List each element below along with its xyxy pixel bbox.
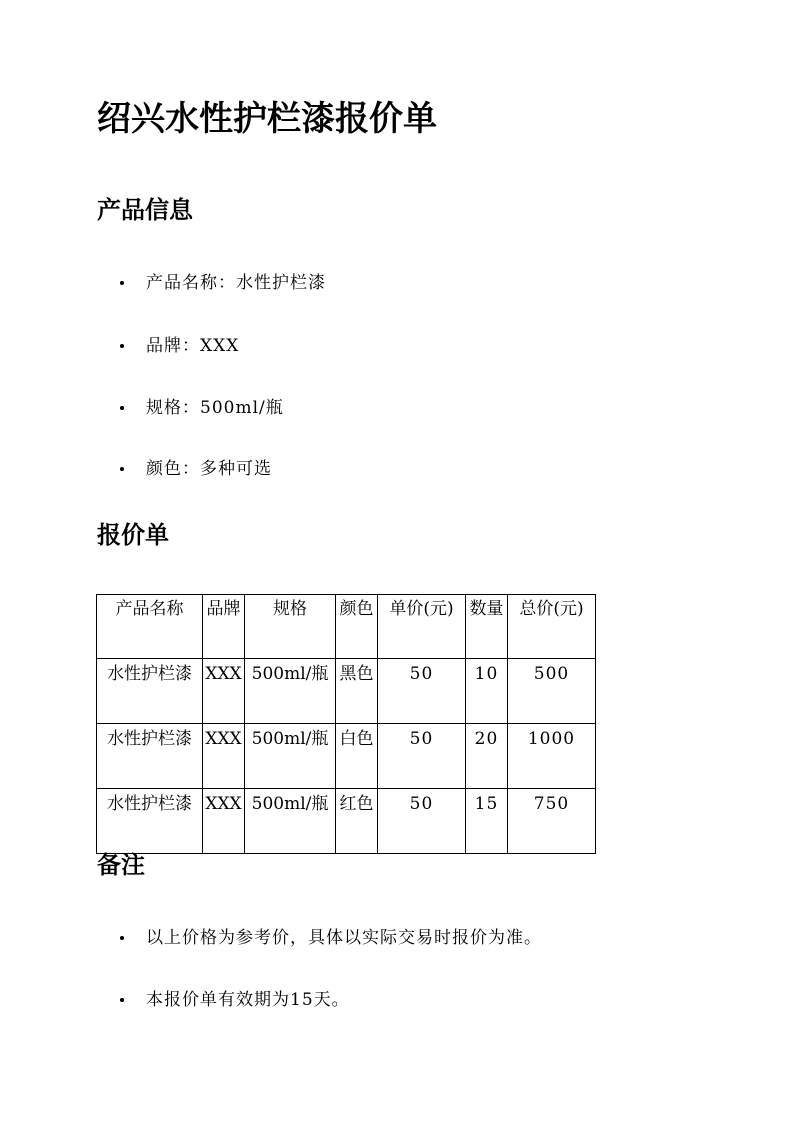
spec-text: 规格：500ml/瓶 [146, 398, 284, 418]
table-row [97, 724, 596, 789]
brand-cell: XXX [203, 789, 245, 854]
color-cell: 黑色 [336, 659, 378, 724]
unit-price-cell: 50 [378, 789, 466, 854]
column-header: 数量 [466, 595, 508, 659]
table-row [97, 659, 596, 724]
table-header-row [97, 595, 596, 659]
brand-cell: XXX [203, 724, 245, 789]
brand-cell: XXX [203, 659, 245, 724]
column-header: 规格 [245, 595, 336, 659]
quantity-cell: 15 [466, 789, 508, 854]
note-text: 以上价格为参考价，具体以实际交易时报价为准。 [146, 928, 542, 948]
color-text: 颜色：多种可选 [146, 459, 272, 479]
bullet-dot-icon [120, 344, 124, 348]
total-price-cell: 750 [508, 789, 596, 854]
bullet-dot-icon [120, 998, 124, 1002]
page-title: 绍兴水性护栏漆报价单 [97, 99, 437, 139]
column-header: 单价(元) [378, 595, 466, 659]
table-row [97, 789, 596, 854]
column-header: 颜色 [336, 595, 378, 659]
product-name-text: 产品名称：水性护栏漆 [146, 273, 326, 293]
product-name-cell: 水性护栏漆 [97, 659, 203, 724]
spec-cell: 500ml/瓶 [245, 789, 336, 854]
quantity-cell: 10 [466, 659, 508, 724]
total-price-cell: 500 [508, 659, 596, 724]
color-cell: 白色 [336, 724, 378, 789]
bullet-dot-icon [120, 467, 124, 471]
note-text: 本报价单有效期为15天。 [146, 990, 350, 1010]
product-info-heading: 产品信息 [97, 195, 193, 224]
total-price-cell: 1000 [508, 724, 596, 789]
brand-text: 品牌：XXX [146, 336, 240, 356]
product-name-cell: 水性护栏漆 [97, 724, 203, 789]
quote-table [96, 594, 596, 854]
spec-cell: 500ml/瓶 [245, 724, 336, 789]
color-cell: 红色 [336, 789, 378, 854]
column-header: 品牌 [203, 595, 245, 659]
quote-heading: 报价单 [97, 520, 169, 549]
spec-cell: 500ml/瓶 [245, 659, 336, 724]
column-header: 产品名称 [97, 595, 203, 659]
bullet-dot-icon [120, 406, 124, 410]
unit-price-cell: 50 [378, 724, 466, 789]
bullet-dot-icon [120, 936, 124, 940]
column-header: 总价(元) [508, 595, 596, 659]
bullet-dot-icon [120, 281, 124, 285]
quantity-cell: 20 [466, 724, 508, 789]
unit-price-cell: 50 [378, 659, 466, 724]
notes-heading: 备注 [97, 850, 145, 879]
product-name-cell: 水性护栏漆 [97, 789, 203, 854]
